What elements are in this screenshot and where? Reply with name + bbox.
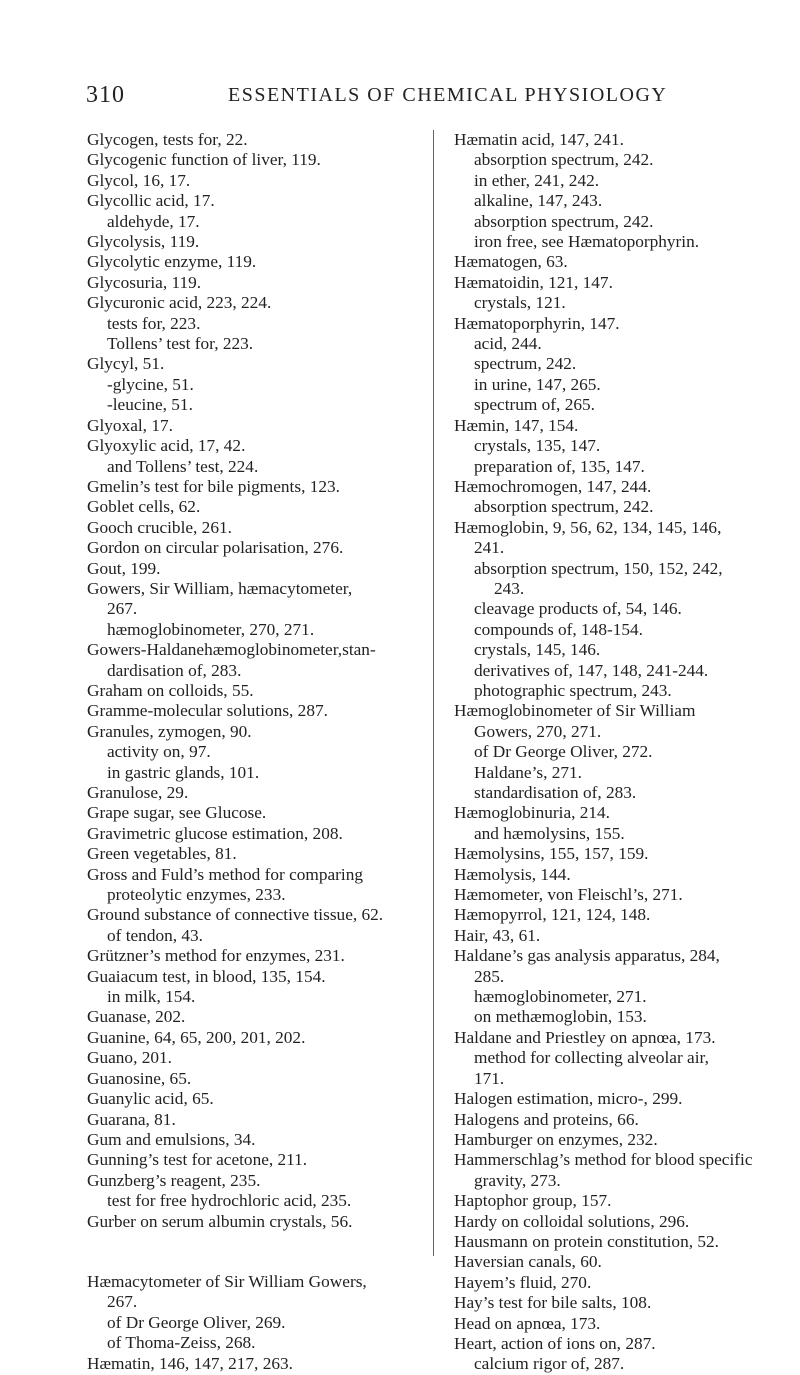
index-subentry: 267. [107,599,138,619]
index-entry: Gowers-Haldanehæmoglobinometer,stan- [87,640,376,660]
index-subentry: dardisation of, 283. [107,660,242,680]
index-subentry: absorption spectrum, 242. [474,211,654,231]
index-entry: Glycogen, tests for, 22. [87,130,248,149]
index-entry: Glycolysis, 119. [87,232,200,252]
index-subentry: on methæmoglobin, 153. [474,1007,647,1027]
index-subentry: proteolytic enzymes, 233. [107,885,286,905]
index-entry: Hayem’s fluid, 270. [454,1272,592,1292]
index-entry: Gout, 199. [87,558,161,578]
index-entry: Hammerschlag’s method for blood specific [454,1150,753,1170]
running-head: ESSENTIALS OF CHEMICAL PHYSIOLOGY [228,84,668,106]
index-entry: Guanosine, 65. [87,1068,192,1088]
index-entry: Glycyl, 51. [87,354,165,374]
index-entry: Hæmatoporphyrin, 147. [454,313,620,333]
index-entry: Granulose, 29. [87,783,189,802]
index-subentry: test for free hydrochloric acid, 235. [107,1191,352,1211]
index-entry: Hausmann on protein constitution, 52. [454,1231,719,1251]
index-entry: Glyoxal, 17. [87,415,173,435]
index-entry: Guanine, 64, 65, 200, 201, 202. [87,1027,306,1047]
index-column-right [454,130,799,1375]
index-subentry: absorption spectrum, 242. [474,497,654,517]
index-entry: Hæmometer, von Fleischl’s, 271. [454,885,683,905]
index-subentry: hæmoglobinometer, 271. [474,987,647,1007]
index-entry: Guarana, 81. [87,1109,176,1129]
index-subentry: crystals, 121. [474,293,566,313]
index-entry: Hamburger on enzymes, 232. [454,1129,658,1149]
index-entry: Hair, 43, 61. [454,925,541,945]
index-entry: Glycogenic function of liver, 119. [87,150,321,170]
index-subentry: preparation of, 135, 147. [474,456,645,476]
index-entry: Hæmatogen, 63. [454,252,568,272]
index-subentry: method for collecting alveolar air, [474,1048,709,1068]
index-entry: Hæmopyrrol, 121, 124, 148. [454,905,651,925]
index-entry: Halogen estimation, micro-, 299. [454,1089,683,1109]
index-entry: Glycosuria, 119. [87,272,202,292]
index-entry: Gowers, Sir William, hæmacytometer, [87,578,353,598]
index-entry: Gramme-molecular solutions, 287. [87,701,328,721]
index-subentry: compounds of, 148-154. [474,619,643,639]
index-subentry: 241. [474,538,505,558]
index-entry: Gmelin’s test for bile pigments, 123. [87,476,340,496]
index-entry: Gravimetric glucose estimation, 208. [87,823,343,843]
index-entry: Haversian canals, 60. [454,1252,602,1272]
index-subentry: crystals, 135, 147. [474,436,601,456]
index-entry: Gunning’s test for acetone, 211. [87,1150,308,1170]
index-subentry: gravity, 273. [474,1170,561,1190]
index-subentry: in gastric glands, 101. [107,762,260,782]
index-entry: Haldane’s gas analysis apparatus, 284, [454,946,720,966]
index-subentry: aldehyde, 17. [107,211,200,231]
index-subentry: of Thoma-Zeiss, 268. [107,1333,256,1353]
index-subentry: acid, 244. [474,334,542,354]
index-entry: Grützner’s method for enzymes, 231. [87,946,345,966]
index-subentry: calcium rigor of, 287. [474,1354,625,1374]
index-subentry: -leucine, 51. [107,395,193,415]
column-divider [433,130,434,1256]
index-entry: Gooch crucible, 261. [87,517,232,537]
index-entry: Hæmatin, 146, 147, 217, 263. [87,1353,293,1373]
index-entry: Hæmoglobinuria, 214. [454,803,611,823]
index-subentry: alkaline, 147, 243. [474,191,603,211]
index-subentry: and Tollens’ test, 224. [107,456,259,476]
index-entry: Hardy on colloidal solutions, 296. [454,1211,690,1231]
index-subentry: in ether, 241, 242. [474,170,600,190]
index-subentry: of tendon, 43. [107,925,203,945]
index-subentry: of Dr George Oliver, 269. [107,1312,286,1332]
index-entry: Guanylic acid, 65. [87,1089,214,1109]
index-subentry: in urine, 147, 265. [474,374,601,394]
index-column-left [87,130,432,1374]
index-subentry: derivatives of, 147, 148, 241-244. [474,660,709,680]
index-subentry: 243. [494,578,525,598]
index-entry: Hæmoglobin, 9, 56, 62, 134, 145, 146, [454,517,722,537]
index-entry: Hæmatoidin, 121, 147. [454,272,613,292]
index-subentry: -glycine, 51. [107,374,194,394]
index-subentry: Gowers, 270, 271. [474,721,602,741]
index-entry: Guano, 201. [87,1048,172,1068]
index-entry: Goblet cells, 62. [87,497,201,517]
index-subentry: hæmoglobinometer, 270, 271. [107,619,315,639]
index-entry: Glycolytic enzyme, 119. [87,252,257,272]
index-subentry: cleavage products of, 54, 146. [474,599,682,619]
index-subentry: standardisation of, 283. [474,783,637,802]
index-subentry: and hæmolysins, 155. [474,823,625,843]
index-subentry: photographic spectrum, 243. [474,680,672,700]
index-entry: Glycol, 16, 17. [87,170,191,190]
index-entry: Halogens and proteins, 66. [454,1109,639,1129]
index-entry: Granules, zymogen, 90. [87,721,252,741]
index-subentry: 267. [107,1292,138,1312]
index-subentry: absorption spectrum, 242. [474,150,654,170]
index-entry: Hæmatin acid, 147, 241. [454,130,624,149]
index-entry: Heart, action of ions on, 287. [454,1333,656,1353]
index-subentry: absorption spectrum, 150, 152, 242, [474,558,723,578]
index-entry: Gross and Fuld’s method for comparing [87,864,363,884]
index-subentry: spectrum, 242. [474,354,577,374]
index-subentry: 285. [474,966,505,986]
index-entry: Guaiacum test, in blood, 135, 154. [87,966,326,986]
index-subentry: Haldane’s, 271. [474,762,582,782]
index-entry: Hæmin, 147, 154. [454,415,579,435]
index-subentry: Tollens’ test for, 223. [107,334,254,354]
index-entry: Glycuronic acid, 223, 224. [87,293,272,313]
index-entry: Glyoxylic acid, 17, 42. [87,436,246,456]
index-subentry: in milk, 154. [107,987,196,1007]
index-entry: Gordon on circular polarisation, 276. [87,538,344,558]
index-subentry: crystals, 145, 146. [474,640,601,660]
index-subentry: iron free, see Hæmatoporphyrin. [474,232,700,252]
index-entry: Haldane and Priestley on apnœa, 173. [454,1027,716,1047]
index-entry: Hæmolysins, 155, 157, 159. [454,844,649,864]
index-entry: Graham on colloids, 55. [87,680,254,700]
index-entry: Gunzberg’s reagent, 235. [87,1170,261,1190]
index-entry: Gum and emulsions, 34. [87,1129,256,1149]
index-entry: Hæmolysis, 144. [454,864,571,884]
index-entry: Hay’s test for bile salts, 108. [454,1293,652,1313]
index-entry: Gurber on serum albumin crystals, 56. [87,1211,353,1231]
index-entry: Hæmacytometer of Sir William Gowers, [87,1271,367,1291]
page-number: 310 [86,82,125,108]
index-entry: Hæmochromogen, 147, 244. [454,476,652,496]
index-entry: Glycollic acid, 17. [87,191,215,211]
index-entry: Haptophor group, 157. [454,1191,612,1211]
index-entry: Head on apnœa, 173. [454,1313,601,1333]
index-entry: Hæmoglobinometer of Sir William [454,701,696,721]
index-subentry: spectrum of, 265. [474,395,595,415]
index-entry: Ground substance of connective tissue, 62. [87,905,384,925]
index-subentry: activity on, 97. [107,742,211,762]
index-entry: Grape sugar, see Glucose. [87,803,267,823]
index-subentry: tests for, 223. [107,313,201,333]
index-entry: Guanase, 202. [87,1007,186,1027]
index-entry: Green vegetables, 81. [87,844,237,864]
index-subentry: 171. [474,1068,505,1088]
letter-section-gap [87,1232,432,1272]
index-subentry: of Dr George Oliver, 272. [474,742,653,762]
